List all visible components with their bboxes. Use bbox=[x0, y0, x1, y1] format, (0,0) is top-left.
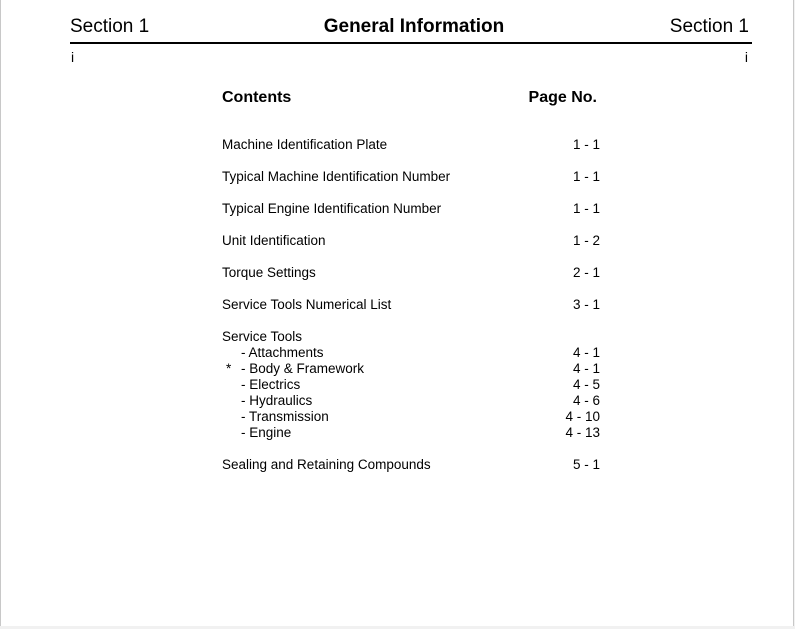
toc-entry-page: 1 - 1 bbox=[572, 137, 600, 152]
toc-subentry[interactable] bbox=[222, 345, 600, 361]
page-number-right: i bbox=[744, 49, 748, 65]
toc-subentry-label: - Engine bbox=[241, 425, 292, 440]
toc-entry-page: 1 - 2 bbox=[572, 233, 600, 248]
toc-subentry[interactable] bbox=[222, 361, 600, 377]
toc-entry-page: 2 - 1 bbox=[572, 265, 600, 280]
toc-subentry-label: - Electrics bbox=[241, 377, 301, 392]
toc-subentry-label: - Body & Framework bbox=[241, 361, 365, 376]
section-label-right: Section 1 bbox=[669, 16, 749, 37]
toc-entry[interactable] bbox=[222, 297, 600, 313]
toc-entry-page: 1 - 1 bbox=[572, 169, 600, 184]
toc-entry-label: Typical Machine Identification Number bbox=[222, 169, 451, 184]
toc-subentry-page: 4 - 1 bbox=[572, 361, 600, 376]
toc-entry[interactable] bbox=[222, 233, 600, 249]
toc-subentry-page: 4 - 1 bbox=[572, 345, 600, 360]
toc-entry-label: Service Tools Numerical List bbox=[222, 297, 392, 312]
toc-subentry-label: - Hydraulics bbox=[241, 393, 313, 408]
toc-subentry-label: - Attachments bbox=[241, 345, 324, 360]
toc-entry-page: 1 - 1 bbox=[572, 201, 600, 216]
toc-entry[interactable] bbox=[222, 265, 600, 281]
toc-subentry[interactable] bbox=[222, 393, 600, 409]
toc-entry-service-tools bbox=[222, 329, 600, 345]
toc-entry-label: Machine Identification Plate bbox=[222, 137, 388, 152]
page-title: General Information bbox=[323, 16, 505, 37]
toc-subentry-page: 4 - 5 bbox=[572, 377, 600, 392]
toc-entry[interactable] bbox=[222, 169, 600, 185]
toc-subentry-page: 4 - 6 bbox=[572, 393, 600, 408]
contents-heading: Contents bbox=[222, 89, 292, 106]
toc-subentry[interactable] bbox=[222, 425, 600, 441]
section-label-left: Section 1 bbox=[70, 16, 150, 37]
toc-entry-label: Typical Engine Identification Number bbox=[222, 201, 442, 216]
toc-subentry-page: 4 - 13 bbox=[565, 425, 600, 440]
toc-entry-label: Torque Settings bbox=[222, 265, 316, 280]
toc-entry-label: Unit Identification bbox=[222, 233, 326, 248]
toc-subentry[interactable] bbox=[222, 377, 600, 393]
toc-entry[interactable] bbox=[222, 201, 600, 217]
toc-entry-label: Sealing and Retaining Compounds bbox=[222, 457, 431, 472]
toc-entry-page: 5 - 1 bbox=[572, 457, 600, 472]
toc-subentry[interactable] bbox=[222, 409, 600, 425]
page-number-left: i bbox=[71, 49, 75, 65]
toc-entry[interactable] bbox=[222, 137, 600, 153]
header-rule bbox=[70, 42, 752, 44]
toc-subentry-label: - Transmission bbox=[241, 409, 329, 424]
table-of-contents bbox=[222, 137, 600, 473]
toc-entry-page: 3 - 1 bbox=[572, 297, 600, 312]
change-marker: * bbox=[226, 361, 232, 376]
toc-entry-label: Service Tools bbox=[222, 329, 303, 344]
page-number-heading: Page No. bbox=[528, 89, 597, 106]
toc-entry[interactable] bbox=[222, 457, 600, 473]
toc-subentry-page: 4 - 10 bbox=[565, 409, 600, 424]
